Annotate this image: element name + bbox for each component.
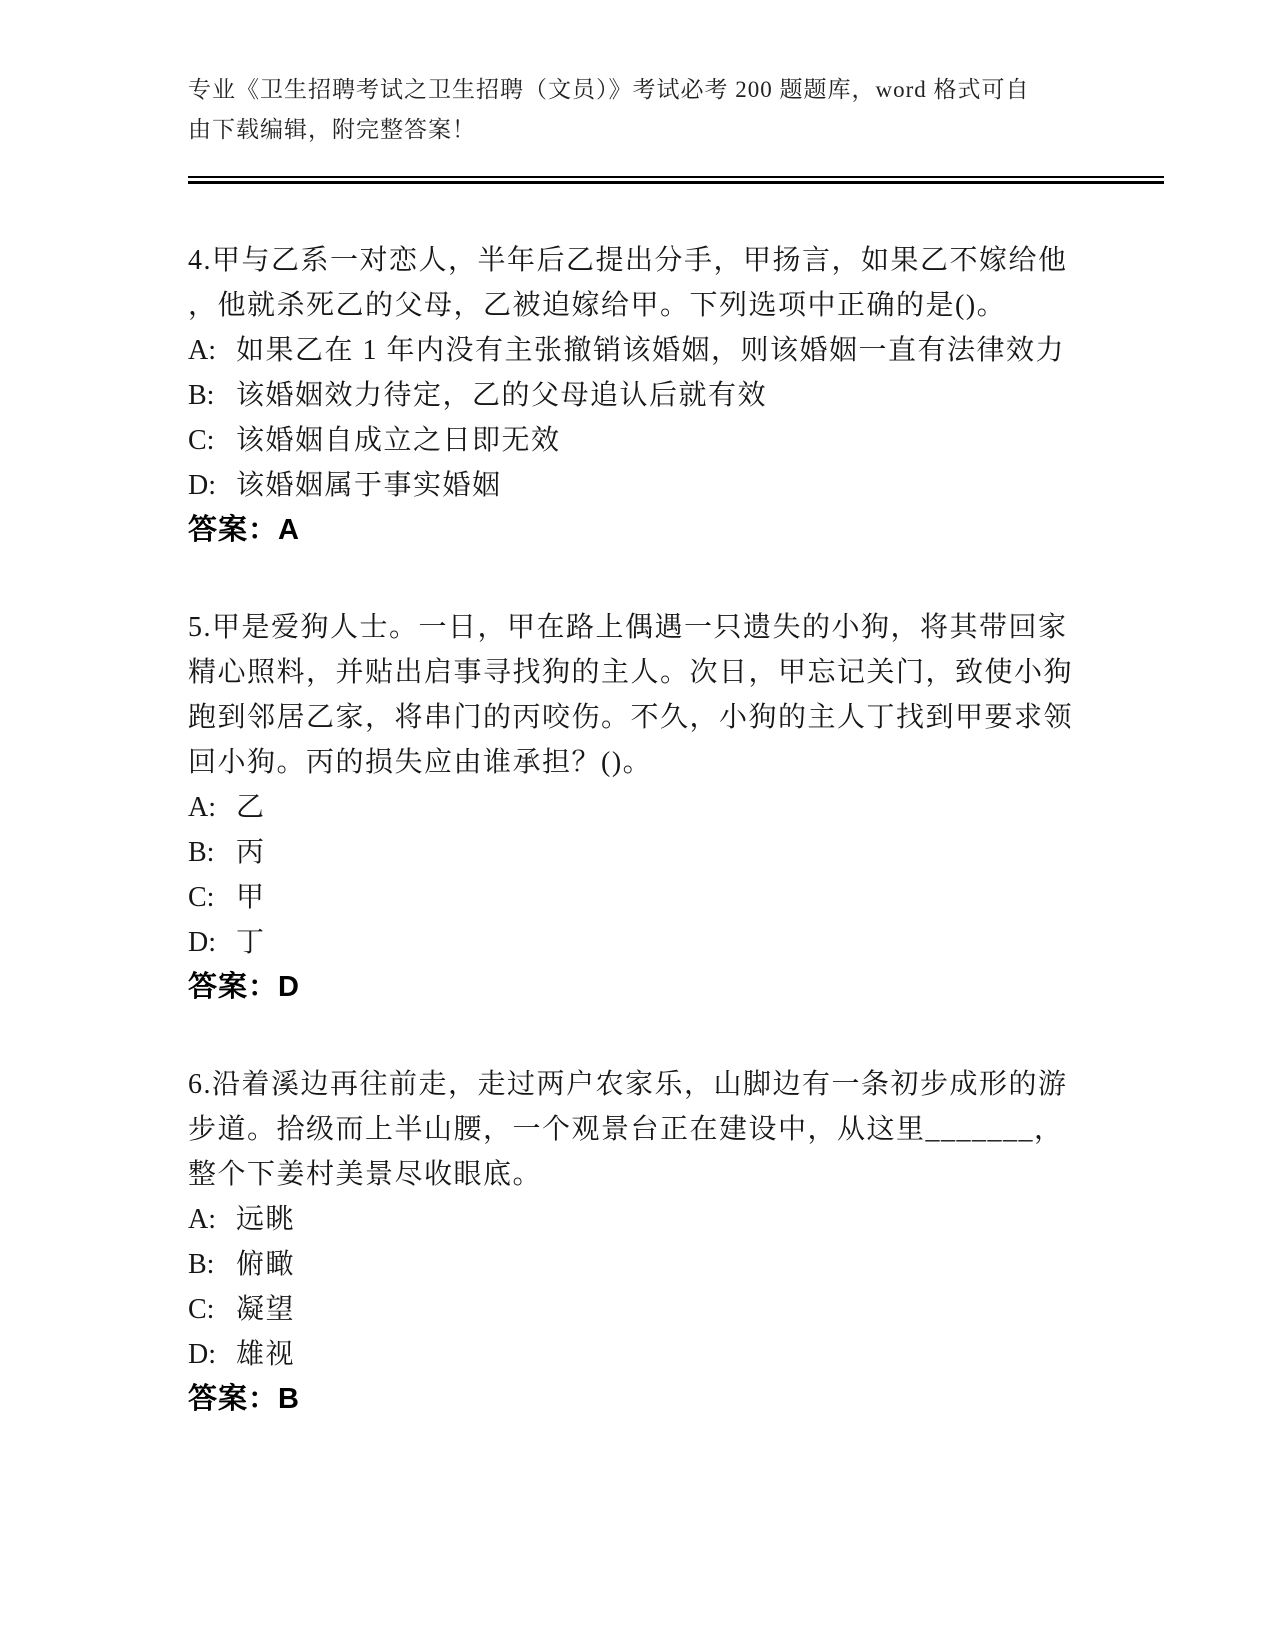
option-row-b — [188, 830, 1164, 875]
option-row-c — [188, 418, 1164, 463]
answer-line — [188, 965, 1164, 1010]
header-divider — [188, 176, 1164, 184]
answer-line — [188, 1377, 1164, 1422]
option-text: 如果乙在 1 年内没有主张撤销该婚姻，则该婚姻一直有法律效力 — [236, 335, 1066, 366]
header-line: 由下载编辑，附完整答案！ — [188, 117, 476, 142]
question-block-5 — [188, 605, 1164, 1010]
document-header — [188, 70, 1164, 150]
option-row-a — [188, 1197, 1164, 1242]
option-label: A: — [188, 335, 216, 366]
header-line: 专业《卫生招聘考试之卫生招聘（文员）》考试必考 200 题题库，word 格式可自 — [188, 77, 1030, 102]
option-text: 丙 — [236, 837, 266, 868]
option-text: 甲 — [236, 882, 266, 913]
option-label: D: — [188, 470, 216, 501]
option-label: B: — [188, 1249, 215, 1280]
option-text: 该婚姻自成立之日即无效 — [236, 425, 561, 456]
option-row-d — [188, 1332, 1164, 1377]
option-text: 凝望 — [236, 1294, 296, 1325]
option-label: C: — [188, 1294, 215, 1325]
answer-line — [188, 508, 1164, 553]
option-label: C: — [188, 882, 215, 913]
option-row-c — [188, 1287, 1164, 1332]
question-block-6 — [188, 1062, 1164, 1422]
question-text-line: 跑到邻居乙家，将串门的丙咬伤。不久，小狗的主人丁找到甲要求领 — [188, 702, 1074, 733]
option-text: 该婚姻属于事实婚姻 — [236, 470, 502, 501]
option-row-b — [188, 373, 1164, 418]
option-text: 远眺 — [236, 1204, 296, 1235]
option-label: B: — [188, 380, 215, 411]
answer-label: 答案： — [188, 514, 279, 546]
option-label: D: — [188, 927, 216, 958]
option-row-b — [188, 1242, 1164, 1287]
answer-value: B — [278, 1383, 300, 1415]
option-text: 丁 — [236, 927, 266, 958]
question-text-line: 回小狗。丙的损失应由谁承担？()。 — [188, 747, 653, 778]
question-text-line: 整个下姜村美景尽收眼底。 — [188, 1159, 543, 1190]
option-text: 该婚姻效力待定，乙的父母追认后就有效 — [236, 380, 768, 411]
option-text: 雄视 — [236, 1339, 296, 1370]
answer-label: 答案： — [188, 971, 279, 1003]
question-text-line: 4.甲与乙系一对恋人，半年后乙提出分手，甲扬言，如果乙不嫁给他 — [188, 245, 1068, 276]
answer-value: A — [278, 514, 300, 546]
question-block-4 — [188, 238, 1164, 553]
option-text: 俯瞰 — [236, 1249, 296, 1280]
option-row-d — [188, 463, 1164, 508]
question-text-line: 5.甲是爱狗人士。一日，甲在路上偶遇一只遗失的小狗，将其带回家 — [188, 612, 1068, 643]
option-text: 乙 — [236, 792, 266, 823]
option-row-a — [188, 785, 1164, 830]
question-text-line: 精心照料，并贴出启事寻找狗的主人。次日，甲忘记关门，致使小狗 — [188, 657, 1074, 688]
option-label: B: — [188, 837, 215, 868]
answer-value: D — [278, 971, 300, 1003]
option-row-d — [188, 920, 1164, 965]
question-text-line: 步道。拾级而上半山腰，一个观景台正在建设中，从这里_______， — [188, 1114, 1064, 1145]
question-text-line: ，他就杀死乙的父母，乙被迫嫁给甲。下列选项中正确的是()。 — [188, 290, 1007, 321]
option-row-a — [188, 328, 1164, 373]
option-label: A: — [188, 792, 216, 823]
option-row-c — [188, 875, 1164, 920]
question-text-line: 6.沿着溪边再往前走，走过两户农家乐，山脚边有一条初步成形的游 — [188, 1069, 1068, 1100]
option-label: A: — [188, 1204, 216, 1235]
option-label: C: — [188, 425, 215, 456]
answer-label: 答案： — [188, 1383, 279, 1415]
option-label: D: — [188, 1339, 216, 1370]
